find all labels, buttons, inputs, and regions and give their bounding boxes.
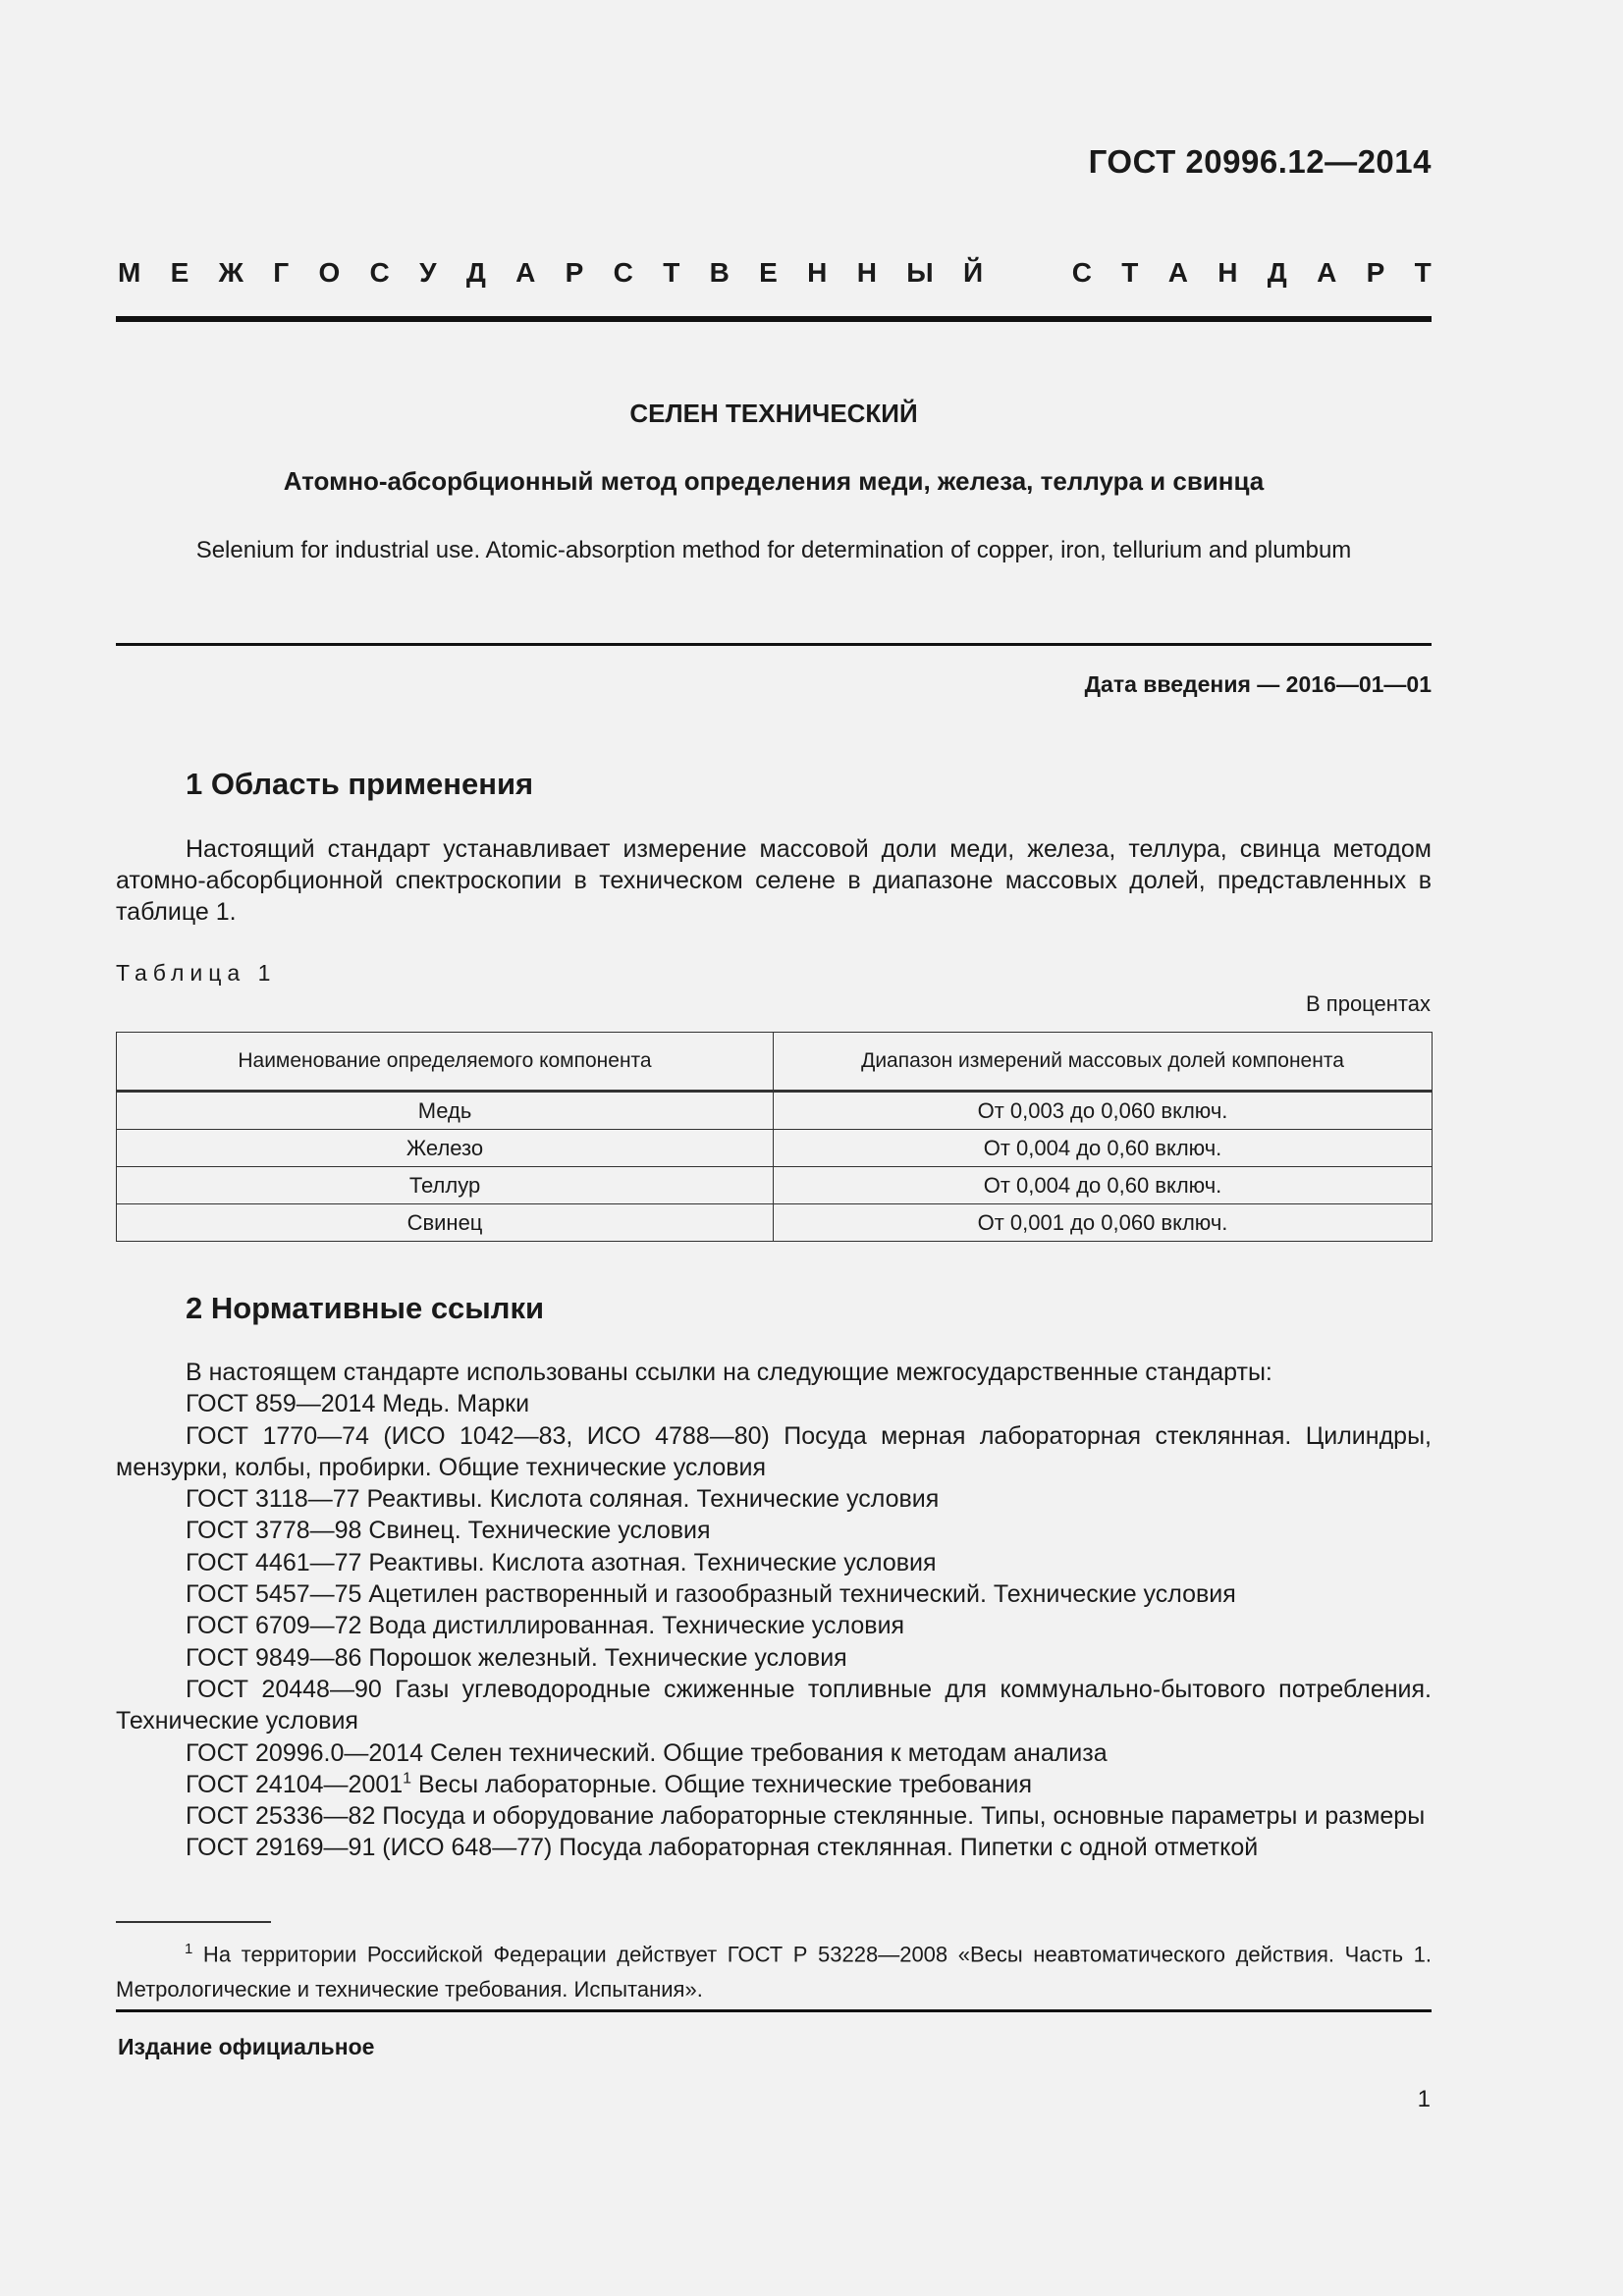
- table-row: [117, 1092, 1433, 1130]
- introduction-date: Дата введения — 2016—01—01: [1084, 671, 1432, 697]
- table-cell-range: От 0,004 до 0,60 включ.: [774, 1130, 1433, 1167]
- table-cell-component: Теллур: [117, 1167, 774, 1204]
- banner-letter: В: [709, 257, 730, 288]
- reference-item: ГОСТ 20996.0—2014 Селен технический. Общие требования к методам анализа: [186, 1738, 1108, 1767]
- table-header-row: [117, 1033, 1433, 1092]
- banner-letter: Й: [962, 257, 984, 288]
- document-subtitle: Атомно-абсорбционный метод определения меди, железа, теллура и свинца: [283, 466, 1265, 496]
- footnote-text: [116, 1932, 1432, 2007]
- banner-letter: А: [1167, 257, 1188, 288]
- banner-letter: О: [318, 257, 341, 288]
- page-number: 1: [1417, 2086, 1431, 2112]
- banner-letter: С: [613, 257, 633, 288]
- table-cell-range: От 0,003 до 0,060 включ.: [774, 1092, 1433, 1130]
- table-header-component: Наименование определяемого компонента: [117, 1033, 774, 1092]
- document-title: СЕЛЕН ТЕХНИЧЕСКИЙ: [629, 399, 918, 428]
- banner-letter: У: [419, 257, 437, 288]
- title-rule: [116, 643, 1432, 646]
- footnote-body: На территории Российской Федерации действует ГОСТ Р 53228—2008 «Весы неавтоматического действия. Часть 1. Метрологические и технические требования. Испытания».: [116, 1942, 1432, 2002]
- section-1-paragraph: Настоящий стандарт устанавливает измерение массовой доли меди, железа, теллура, свинца методом атомно-абсорбционной спектроскопии в техническом селене в диапазоне массовых долей, представленных в таблице 1.: [116, 835, 1432, 926]
- banner-letter: С: [1071, 257, 1092, 288]
- banner-letter: Д: [465, 257, 486, 288]
- reference-item: ГОСТ 3118—77 Реактивы. Кислота соляная. Технические условия: [186, 1485, 940, 1514]
- footnote: [116, 1932, 1432, 2007]
- banner-letter: А: [1317, 257, 1337, 288]
- banner-letter: Г: [273, 257, 290, 288]
- reference-item: ГОСТ 9849—86 Порошок железный. Технические условия: [186, 1643, 847, 1672]
- table-caption: Таблица 1: [116, 960, 277, 986]
- banner-letter: Е: [170, 257, 189, 288]
- section-1-heading: 1 Область применения: [186, 767, 534, 801]
- table-1: [116, 1032, 1433, 1242]
- banner-letter: Ж: [218, 257, 243, 288]
- footnote-separator: [116, 1921, 271, 1923]
- normative-references: [116, 1357, 1432, 1864]
- banner-letter: Р: [565, 257, 584, 288]
- banner-letter: Т: [1121, 257, 1139, 288]
- reference-item: ГОСТ 20448—90 Газы углеводородные сжиженные топливные для коммунально-бытового потребления. Технические условия: [116, 1675, 1432, 1735]
- table-row: [117, 1167, 1433, 1204]
- table-header-range: Диапазон измерений массовых долей компонента: [774, 1033, 1433, 1092]
- banner-word-gap: [1012, 257, 1042, 289]
- footnote-mark: 1: [185, 1941, 193, 1957]
- table-cell-range: От 0,001 до 0,060 включ.: [774, 1204, 1433, 1242]
- banner-letter: С: [369, 257, 390, 288]
- references-intro: В настоящем стандарте использованы ссылки на следующие межгосударственные стандарты:: [186, 1359, 1272, 1386]
- official-edition-label: Издание официальное: [118, 2034, 375, 2059]
- banner-letter: Н: [856, 257, 877, 288]
- reference-item: ГОСТ 4461—77 Реактивы. Кислота азотная. Технические условия: [186, 1548, 937, 1576]
- reference-code: ГОСТ 24104—2001: [186, 1770, 404, 1798]
- reference-item: ГОСТ 859—2014 Медь. Марки: [186, 1390, 530, 1418]
- banner-letter: А: [515, 257, 536, 288]
- table-cell-component: Железо: [117, 1130, 774, 1167]
- table-row: [117, 1204, 1433, 1242]
- interstate-standard-banner: [118, 257, 1432, 289]
- reference-item: ГОСТ 5457—75 Ацетилен растворенный и газообразный технический. Технические условия: [186, 1580, 1236, 1609]
- reference-item: ГОСТ 3778—98 Свинец. Технические условия: [186, 1517, 711, 1545]
- banner-letter: Н: [1217, 257, 1238, 288]
- banner-letter: Ы: [906, 257, 934, 288]
- table-row: [117, 1130, 1433, 1167]
- table-cell-range: От 0,004 до 0,60 включ.: [774, 1167, 1433, 1204]
- reference-title: Весы лабораторные. Общие технические требования: [411, 1770, 1033, 1798]
- reference-item: ГОСТ 1770—74 (ИСО 1042—83, ИСО 4788—80) Посуда мерная лабораторная стеклянная. Цилиндры, мензурки, колбы, пробирки. Общие технические условия: [116, 1421, 1432, 1481]
- reference-item: ГОСТ 6709—72 Вода дистиллированная. Технические условия: [186, 1612, 905, 1640]
- reference-item: ГОСТ 25336—82 Посуда и оборудование лабораторные стеклянные. Типы, основные параметры и размеры: [186, 1802, 1426, 1831]
- banner-letter: Т: [1414, 257, 1432, 288]
- banner-letter: Т: [663, 257, 680, 288]
- section-1-text: [116, 833, 1432, 928]
- footer-rule: [116, 2009, 1432, 2012]
- reference-item: ГОСТ 29169—91 (ИСО 648—77) Посуда лабораторная стеклянная. Пипетки с одной отметкой: [186, 1834, 1259, 1862]
- document-number: ГОСТ 20996.12—2014: [1088, 143, 1432, 180]
- table-cell-component: Медь: [117, 1092, 774, 1130]
- banner-letter: Р: [1366, 257, 1385, 288]
- header-rule: [116, 316, 1432, 322]
- english-title: Selenium for industrial use. Atomic-absorption method for determination of copper, iron, tellurium and plumbum: [195, 537, 1352, 563]
- footnote-marker[interactable]: 1: [403, 1770, 412, 1788]
- reference-item-24104: [116, 1769, 1432, 1800]
- banner-letter: М: [118, 257, 141, 288]
- table-unit: В процентах: [1306, 991, 1431, 1016]
- banner-letter: Д: [1267, 257, 1287, 288]
- table-cell-component: Свинец: [117, 1204, 774, 1242]
- section-2-heading: 2 Нормативные ссылки: [186, 1291, 545, 1325]
- banner-letter: Н: [807, 257, 828, 288]
- banner-letter: Е: [759, 257, 778, 288]
